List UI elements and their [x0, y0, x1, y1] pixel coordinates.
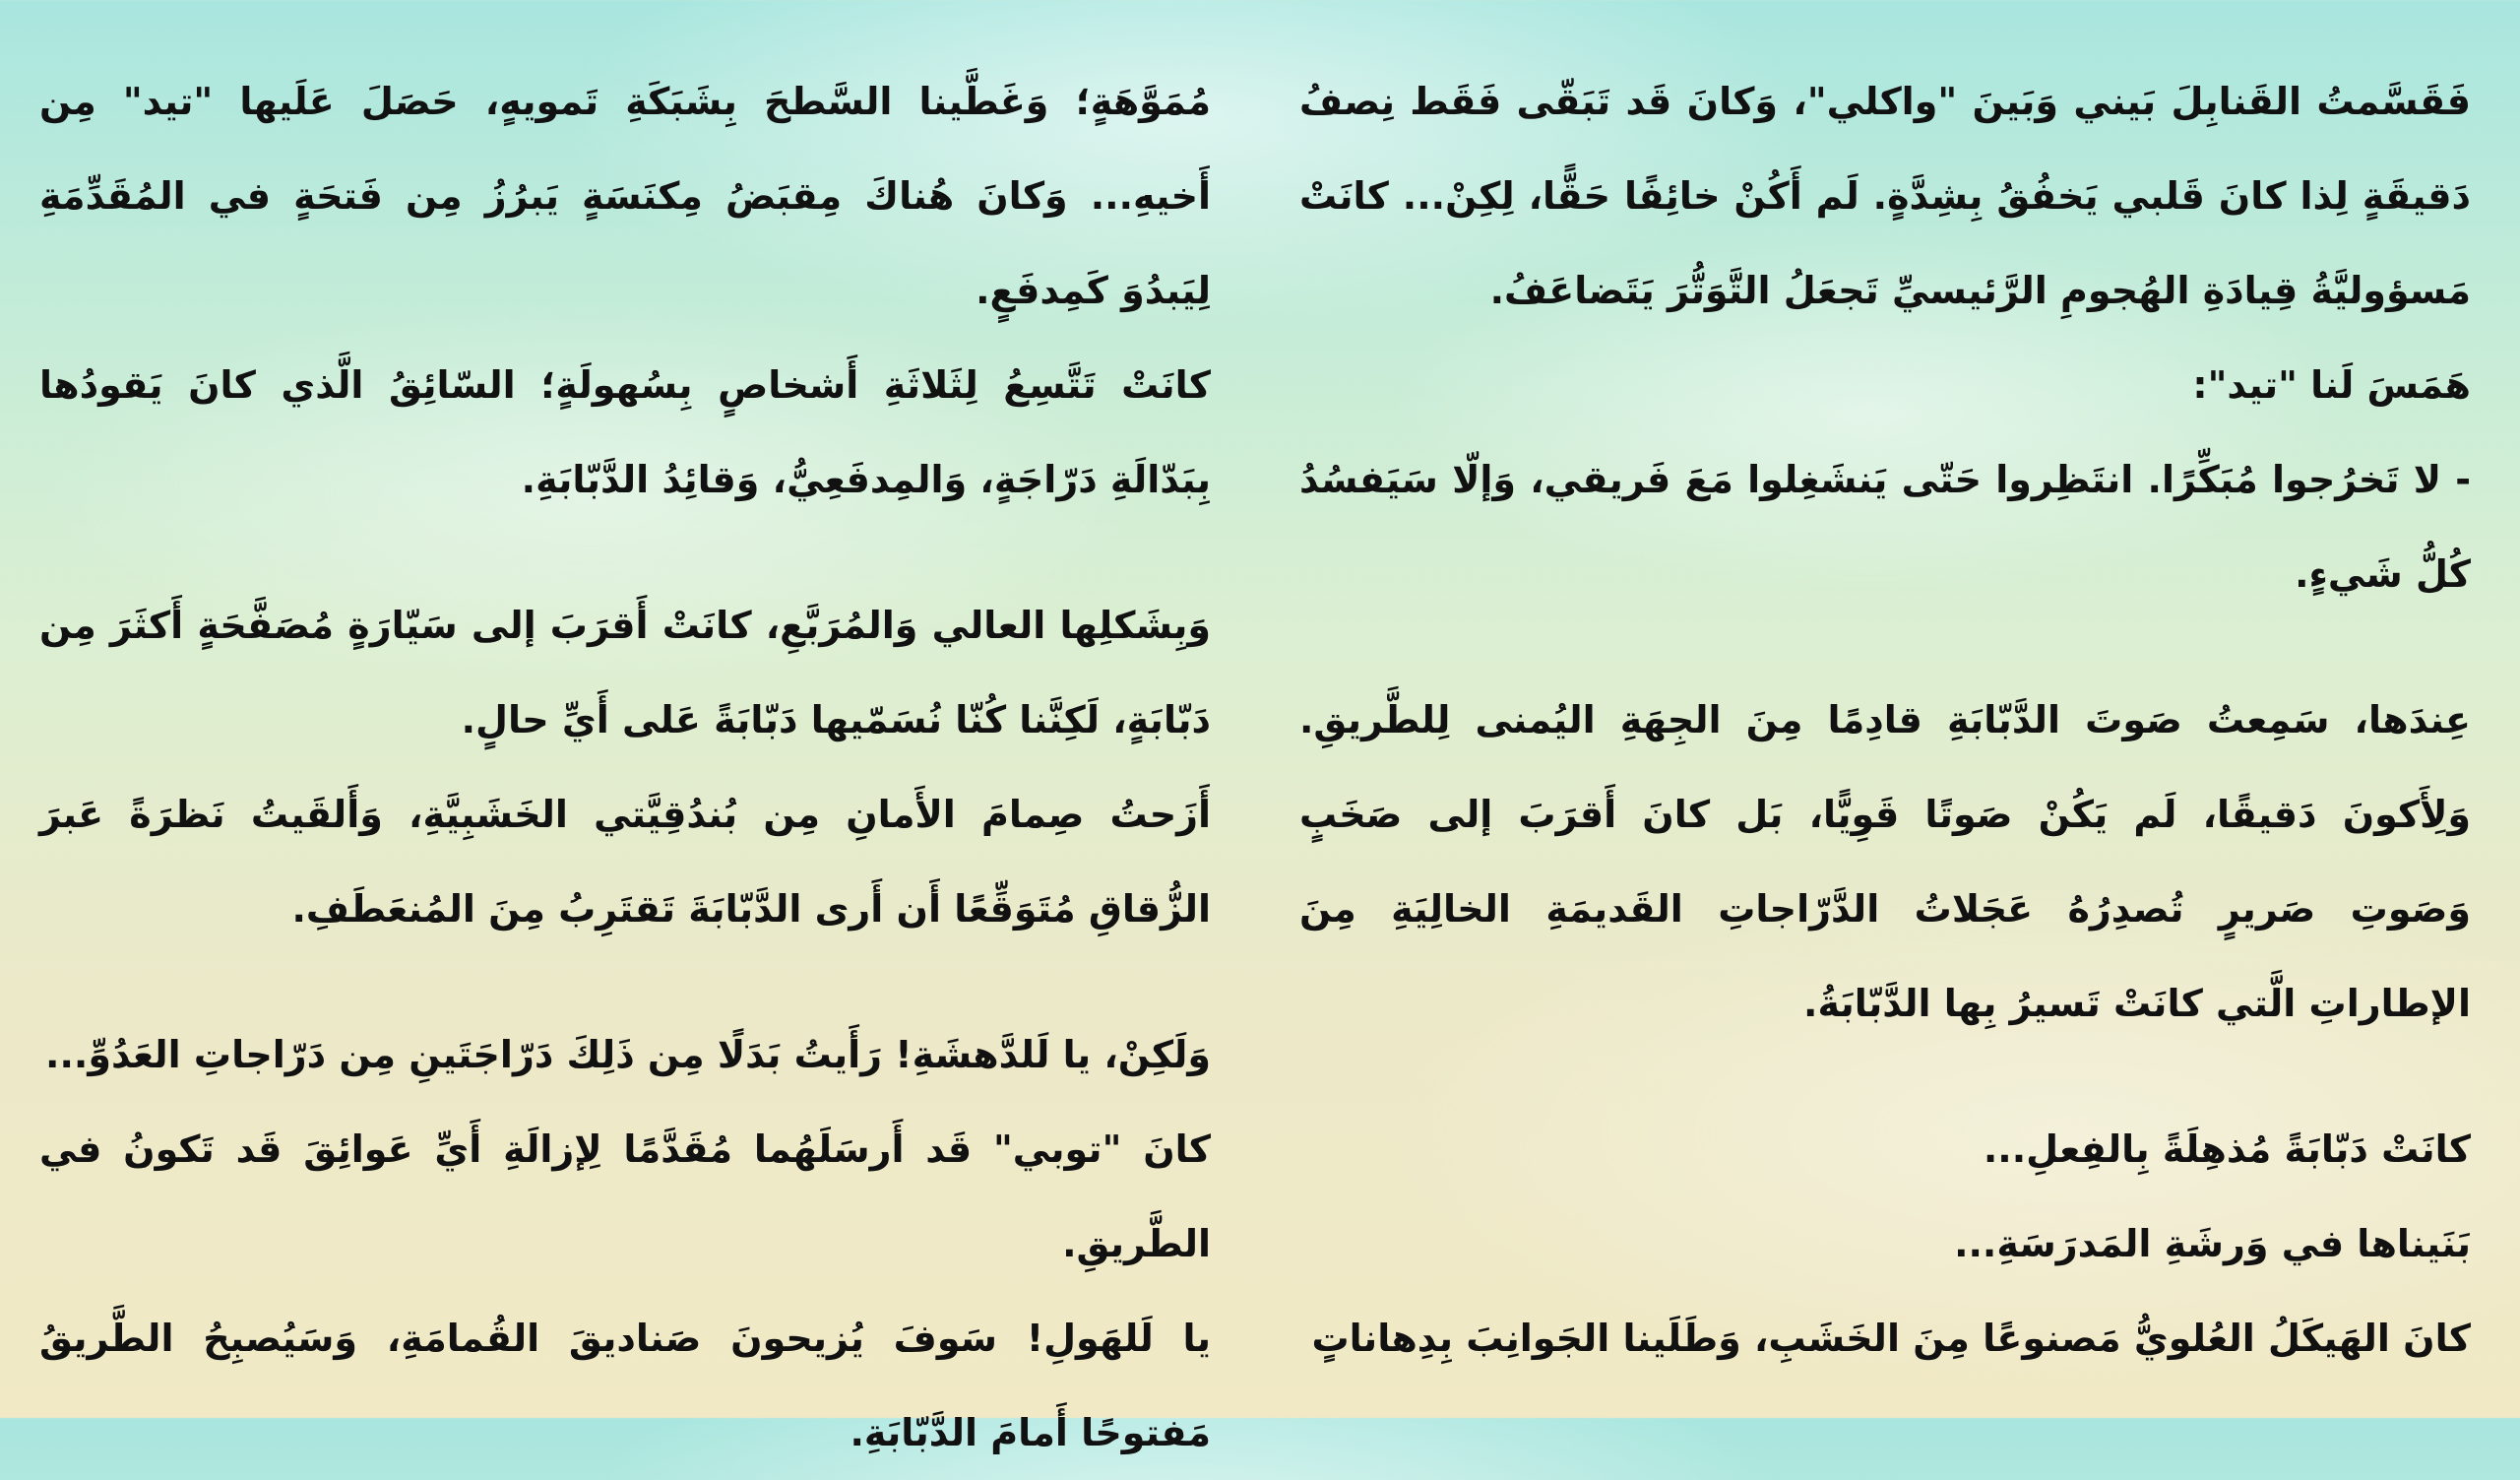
paragraph: هَمَسَ لَنا "تيد": — [2192, 363, 2471, 407]
paragraph: - لا تَخرُجوا مُبَكِّرًا. انتَظِروا حَتّى يَنشَغِلوا مَعَ فَريقي، وَإلّا سَيَفسُدُ كُلُّ شَيءٍ. — [1299, 458, 2471, 596]
paragraph: كانَ "توبي" قَد أَرسَلَهُما مُقَدَّمًا لِإزالَةِ أَيِّ عَوائِقَ قَد تَكونُ في الطَّريقِ. — [39, 1127, 1211, 1265]
paragraph: عِندَها، سَمِعتُ صَوتَ الدَّبّابَةِ قادِمًا مِنَ الجِهَةِ اليُمنى لِلطَّريقِ. وَلِأَكونَ دَقيقًا، لَم يَكُنْ صَوتًا قَوِيًّا، بَل كانَ أَقرَبَ إلى صَخَبٍ وَصَوتِ صَريرٍ تُصدِرُهُ عَجَلاتُ الدَّرّاجاتِ القَديمَةِ الخالِيَةِ مِنَ الإطاراتِ الَّتي كانَتْ تَسيرُ بِها الدَّبّابَةُ. — [1299, 698, 2471, 1025]
paragraph: وَلَكِنْ، يا لَلدَّهشَةِ! رَأَيتُ بَدَلًا مِن ذَلِكَ دَرّاجَتَينِ مِن دَرّاجاتِ العَدُوِّ... — [45, 1033, 1211, 1076]
paragraph: كانَتْ دَبّابَةً مُذهِلَةً بِالفِعلِ... — [1983, 1127, 2471, 1171]
right-page — [1299, 54, 2471, 1385]
paragraph: مُمَوَّهَةٍ؛ وَغَطَّينا السَّطحَ بِشَبَكَةِ تَمويهٍ، حَصَلَ عَلَيها "تيد" مِن أَخيهِ... وَكانَ هُناكَ مِقبَضُ مِكنَسَةٍ يَبرُزُ مِن فَتحَةٍ في المُقَدِّمَةِ لِيَبدُوَ كَمِدفَعٍ. — [39, 80, 1211, 312]
paragraph: بَنَيناها في وَرشَةِ المَدرَسَةِ... — [1954, 1222, 2471, 1265]
paragraph: فَقَسَّمتُ القَنابِلَ بَيني وَبَينَ "واكلي"، وَكانَ قَد تَبَقّى فَقَط نِصفُ دَقيقَةٍ لِذا كانَ قَلبي يَخفُقُ بِشِدَّةٍ. لَم أَكُنْ خائِفًا حَقًّا، لِكِنْ... كانَتْ مَسؤوليَّةُ قِيادَةِ الهُجومِ الرَّئيسيِّ تَجعَلُ التَّوَتُّرَ يَتَضاعَفُ. — [1299, 80, 2471, 312]
paragraph: يا لَلهَولِ! سَوفَ يُزيحونَ صَناديقَ القُمامَةِ، وَسَيُصبِحُ الطَّريقُ مَفتوحًا أَمامَ الدَّبّابَةِ. — [39, 1317, 1211, 1454]
paragraph: أَزَحتُ صِمامَ الأَمانِ مِن بُندُقِيَّتي الخَشَبِيَّةِ، وَأَلقَيتُ نَظرَةً عَبرَ الزُّقاقِ مُتَوَقِّعًا أَن أَرى الدَّبّابَةَ تَقتَرِبُ مِنَ المُنعَطَفِ. — [39, 793, 1211, 931]
paragraph: وَبِشَكلِها العالي وَالمُرَبَّعِ، كانَتْ أَقرَبَ إلى سَيّارَةٍ مُصَفَّحَةٍ أَكثَرَ مِن دَبّابَةٍ، لَكِنَّنا كُنّا نُسَمّيها دَبّابَةً عَلى أَيِّ حالٍ. — [39, 604, 1211, 741]
left-page — [39, 54, 1211, 1480]
paragraph: كانَ الهَيكَلُ العُلويُّ مَصنوعًا مِنَ الخَشَبِ، وَطَلَينا الجَوانِبَ بِدِهاناتٍ — [1311, 1317, 2471, 1360]
paragraph: كانَتْ تَتَّسِعُ لِثَلاثَةِ أَشخاصٍ بِسُهولَةٍ؛ السّائِقُ الَّذي كانَ يَقودُها بِبَدّالَةِ دَرّاجَةٍ، وَالمِدفَعِيُّ، وَقائِدُ الدَّبّابَةِ. — [39, 363, 1211, 501]
